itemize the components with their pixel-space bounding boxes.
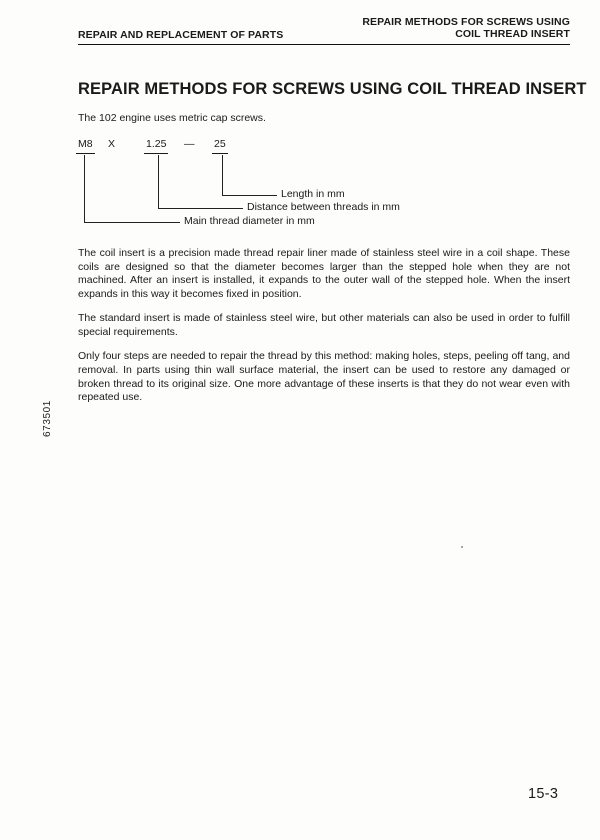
screw-designation-diagram <box>78 138 570 238</box>
formula-times: X <box>108 137 116 150</box>
pitch-callout-hline <box>158 208 243 209</box>
page-number: 15-3 <box>528 786 559 802</box>
running-header <box>78 0 570 45</box>
diameter-label: Main thread diameter in mm <box>184 214 315 227</box>
page-title: REPAIR METHODS FOR SCREWS USING COIL THREAD INSERT <box>78 79 587 98</box>
length-callout-vline <box>222 155 223 195</box>
header-chapter-title-line2: COIL THREAD INSERT <box>455 28 570 41</box>
formula-dash: — <box>184 137 195 150</box>
body-paragraph: The standard insert is made of stainless steel wire, but other materials can also be used in order to fulfill special requirements. <box>78 312 570 339</box>
body-paragraph: Only four steps are needed to repair the thread by this method: making holes, steps, peeling off tang, and removal. In parts using thin wall surface material, the insert can be used to restore any damaged or broken thread to its original size. One more advantage of these inserts is that they do not wear even with repeated use. <box>78 349 570 404</box>
header-chapter-title-line1: REPAIR METHODS FOR SCREWS USING <box>362 16 570 28</box>
formula-diameter: M8 <box>76 138 95 154</box>
intro-text: The 102 engine uses metric cap screws. <box>78 111 266 124</box>
formula-length: 25 <box>212 138 228 154</box>
length-label: Length in mm <box>281 187 345 200</box>
header-chapter-title <box>362 16 570 41</box>
pitch-callout-vline <box>158 155 159 208</box>
page-content <box>78 0 587 405</box>
header-section-title: REPAIR AND REPLACEMENT OF PARTS <box>78 28 284 41</box>
formula-pitch: 1.25 <box>144 138 168 154</box>
diameter-callout-hline <box>84 222 180 223</box>
diameter-callout-vline <box>84 155 85 222</box>
scan-speck <box>461 546 463 548</box>
pitch-label: Distance between threads in mm <box>247 200 400 213</box>
length-callout-hline <box>222 195 277 196</box>
body-paragraph: The coil insert is a precision made thread repair liner made of stainless steel wire in a coil shape. These coils are designed so that the diameter becomes larger than the stepped hole when they are not machined. After an insert is installed, it expands to the outer wall of the stepped hole. When the insert expands in this way it becomes fixed in position. <box>78 246 570 301</box>
document-code: 673501 <box>42 400 53 437</box>
